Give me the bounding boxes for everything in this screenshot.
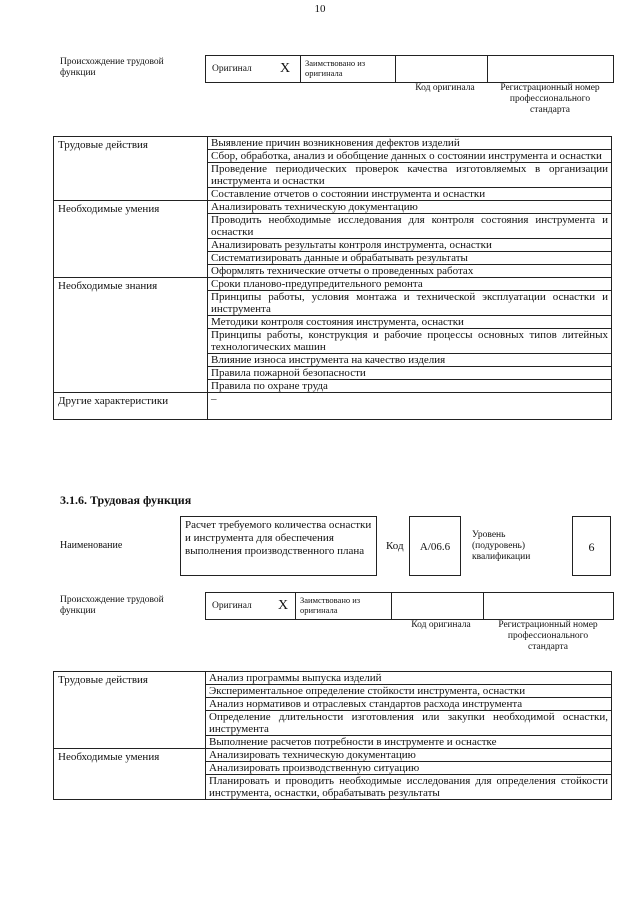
borrowed-label: Заимствовано из оригинала	[305, 58, 366, 78]
original-cell-2	[206, 593, 296, 619]
original-mark-2: X	[278, 598, 289, 613]
section-item: Экспериментальное определение стойкости инструмента, оснастки	[206, 685, 612, 698]
section-item: Сбор, обработка, анализ и обобщение данных о состоянии инструмента и оснастки	[208, 150, 612, 163]
section-item: Анализировать техническую документацию	[208, 201, 612, 214]
original-mark: X	[280, 61, 291, 76]
original-label-2: Оригинал	[212, 601, 252, 611]
reg-caption: Регистрационный номер профессионального стандарта	[500, 83, 600, 115]
table-row	[54, 749, 612, 762]
section-label: Трудовые действия	[54, 672, 206, 749]
name-label: Наименование	[60, 540, 123, 551]
table-row	[54, 393, 612, 420]
section-item: Составление отчетов о состоянии инструмента и оснастки	[208, 188, 612, 201]
borrowed-cell-2	[296, 593, 392, 619]
section-label: Необходимые знания	[54, 278, 208, 393]
reg-number-cell	[488, 56, 613, 82]
section-item: Методики контроля состояния инструмента, оснастки	[208, 316, 612, 329]
section-label: Другие характеристики	[54, 393, 208, 420]
origin-box	[205, 55, 614, 83]
qualification-level: 6	[572, 516, 611, 576]
table-row	[54, 672, 612, 685]
borrowed-label-2: Заимствовано из оригинала	[300, 595, 361, 615]
original-label: Оригинал	[212, 64, 252, 74]
borrowed-cell	[301, 56, 396, 82]
page-number: 10	[314, 3, 326, 15]
origin-box-2	[205, 592, 614, 620]
section-item: Выполнение расчетов потребности в инструменте и оснастке	[206, 736, 612, 749]
code-caption: Код оригинала	[415, 83, 475, 93]
section-item: Сроки планово-предупредительного ремонта	[208, 278, 612, 291]
work-function-table	[53, 136, 612, 420]
section-item: Принципы работы, условия монтажа и технической эксплуатации оснастки и инструмента	[208, 291, 612, 316]
section-item: Планировать и проводить необходимые исследования для определения стойкости инструмента, оснастки, обрабатывать результаты	[206, 775, 612, 800]
table-row	[54, 137, 612, 150]
code-label: Код	[386, 540, 404, 552]
section-item: Систематизировать данные и обрабатывать результаты	[208, 252, 612, 265]
section-item: Принципы работы, конструкция и рабочие процессы основных типов литейных технологических машин	[208, 329, 612, 354]
section-item: Анализ нормативов и отраслевых стандартов расхода инструмента	[206, 698, 612, 711]
section-item: Анализировать техническую документацию	[206, 749, 612, 762]
original-code-cell	[396, 56, 488, 82]
table-row	[54, 278, 612, 291]
reg-caption-2: Регистрационный номер профессионального стандарта	[498, 620, 598, 652]
reg-number-cell-2	[484, 593, 613, 619]
section-item: –	[208, 393, 612, 420]
section-item: Анализировать производственную ситуацию	[206, 762, 612, 775]
section-label: Необходимые умения	[54, 749, 206, 800]
section-item: Проведение периодических проверок качества изготовляемых в организации инструмента и оснастки	[208, 163, 612, 188]
original-cell	[206, 56, 301, 82]
section-item: Влияние износа инструмента на качество изделия	[208, 354, 612, 367]
level-label: Уровень (подуровень) квалификации	[472, 530, 531, 562]
section-item: Анализировать результаты контроля инструмента, оснастки	[208, 239, 612, 252]
function-name: Расчет требуемого количества оснастки и инструмента для обеспечения выполнения производственного плана	[180, 516, 377, 576]
section-item: Определение длительности изготовления или закупки необходимой оснастки, инструмента	[206, 711, 612, 736]
origin-label-2: Происхождение трудовой функции	[60, 595, 164, 616]
section-item: Правила по охране труда	[208, 380, 612, 393]
origin-label: Происхождение трудовой функции	[60, 57, 164, 78]
section-item: Оформлять технические отчеты о проведенных работах	[208, 265, 612, 278]
section-item: Правила пожарной безопасности	[208, 367, 612, 380]
section-item: Анализ программы выпуска изделий	[206, 672, 612, 685]
table-row	[54, 201, 612, 214]
section-item: Проводить необходимые исследования для контроля состояния инструмента и оснастки	[208, 214, 612, 239]
section-heading: 3.1.6. Трудовая функция	[60, 493, 192, 507]
code-caption-2: Код оригинала	[411, 620, 471, 630]
section-label: Необходимые умения	[54, 201, 208, 278]
work-function-table-2	[53, 671, 612, 800]
section-label: Трудовые действия	[54, 137, 208, 201]
section-item: Выявление причин возникновения дефектов изделий	[208, 137, 612, 150]
original-code-cell-2	[392, 593, 484, 619]
function-code: А/06.6	[409, 516, 461, 576]
